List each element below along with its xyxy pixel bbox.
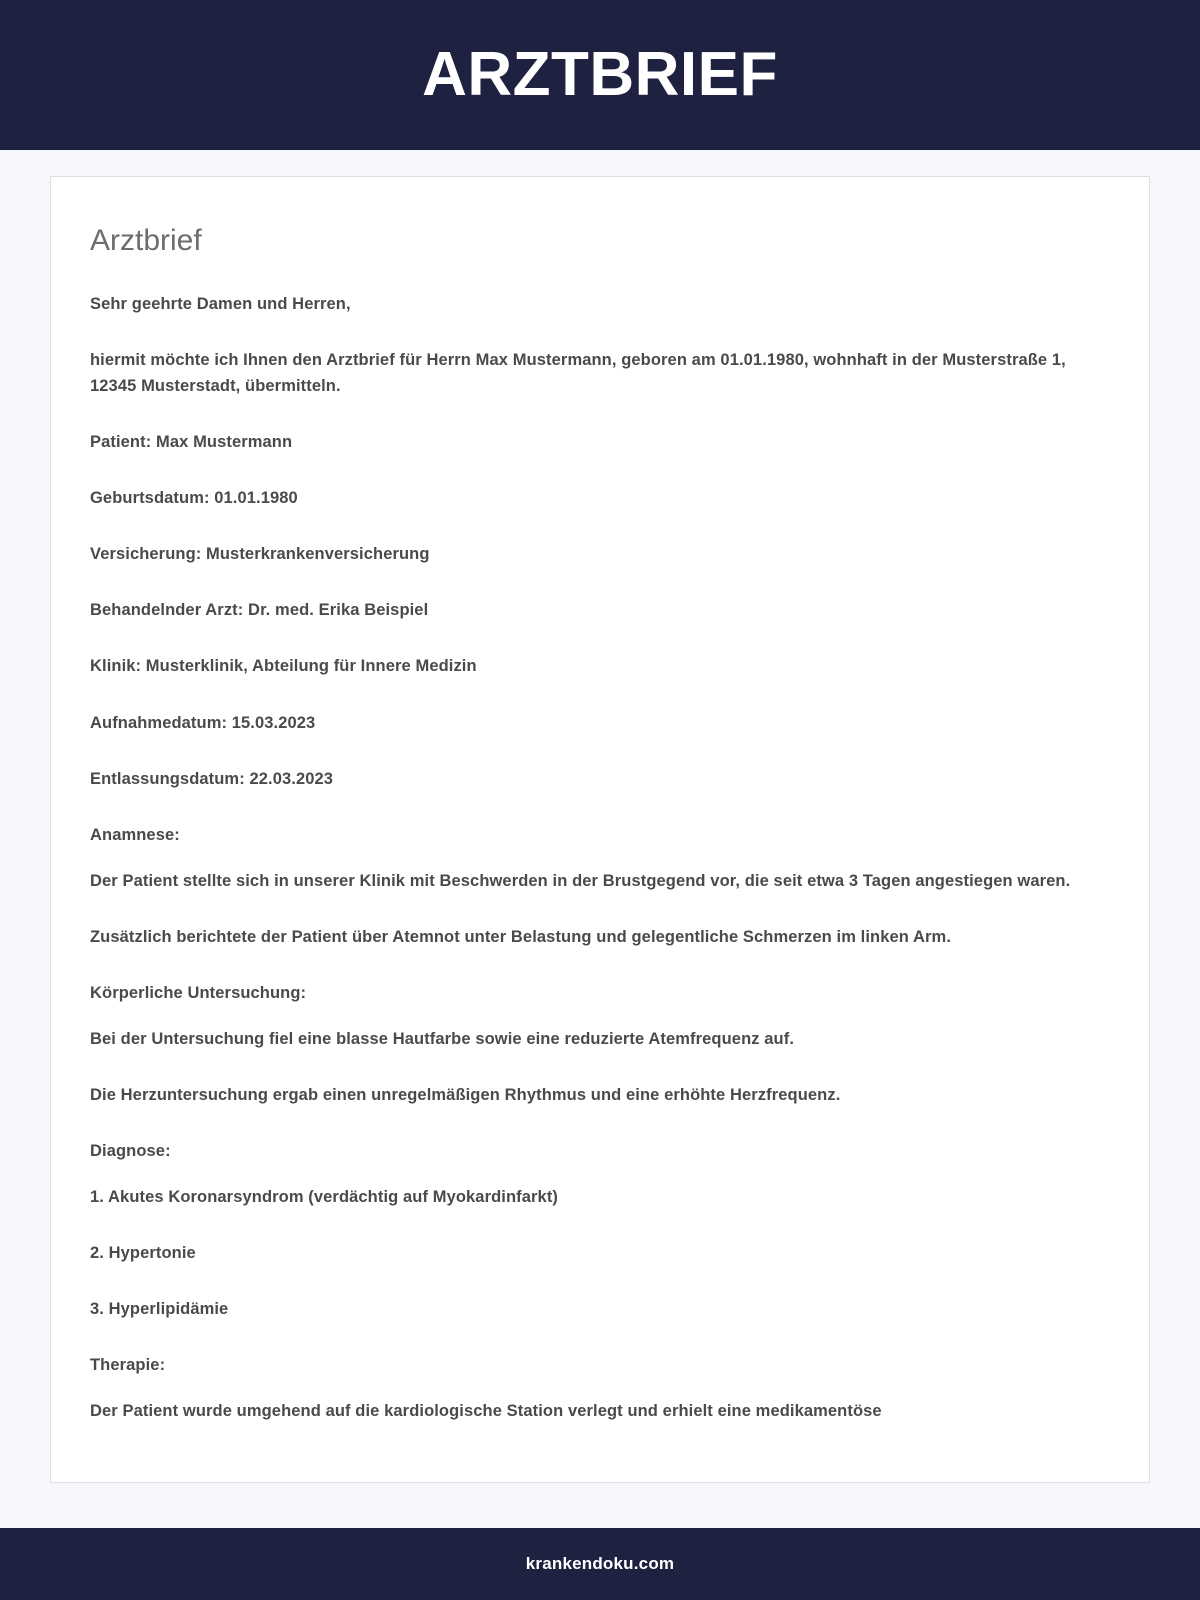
patient-field-patient: Patient: Max Mustermann xyxy=(90,433,293,452)
section-heading-diagnose: Diagnose: xyxy=(90,1142,171,1160)
intro-paragraph: hiermit möchte ich Ihnen den Arztbrief für Herrn Max Mustermann, geboren am 01.01.1980, wohnhaft in der Musterstraße 1, 12345 Musterstadt, übermitteln. xyxy=(90,351,1066,396)
diagnose-item-2: 2. Hypertonie xyxy=(90,1244,196,1263)
page-banner-title: ARZTBRIEF xyxy=(422,40,778,109)
document-title: Arztbrief xyxy=(90,224,202,257)
footer-site-name: krankendoku.com xyxy=(525,1554,675,1573)
site-header xyxy=(0,0,1200,150)
patient-field-klinik: Klinik: Musterklinik, Abteilung für Innere Medizin xyxy=(90,657,477,676)
patient-field-entlassungsdatum: Entlassungsdatum: 22.03.2023 xyxy=(90,769,334,788)
patient-field-behandelnder-arzt: Behandelnder Arzt: Dr. med. Erika Beispiel xyxy=(90,601,429,620)
section-therapie-paragraph-1: Der Patient wurde umgehend auf die kardiologische Station verlegt und erhielt eine medikamentöse xyxy=(90,1402,882,1421)
section-heading-anamnese: Anamnese: xyxy=(90,825,180,844)
section-heading-koerperliche-untersuchung: Körperliche Untersuchung: xyxy=(90,983,307,1002)
salutation-paragraph: Sehr geehrte Damen und Herren, xyxy=(90,295,351,313)
diagnose-item-3: 3. Hyperlipidämie xyxy=(90,1300,229,1319)
patient-field-versicherung: Versicherung: Musterkrankenversicherung xyxy=(90,545,430,564)
section-anamnese-paragraph-2: Zusätzlich berichtete der Patient über Atemnot unter Belastung und gelegentliche Schmerzen im linken Arm. xyxy=(90,927,952,946)
site-footer xyxy=(0,1528,1200,1600)
document-body xyxy=(90,291,1109,1424)
patient-field-aufnahmedatum: Aufnahmedatum: 15.03.2023 xyxy=(90,713,316,732)
document-card xyxy=(50,176,1150,1483)
section-anamnese-paragraph-1: Der Patient stellte sich in unserer Klinik mit Beschwerden in der Brustgegend vor, die seit etwa 3 Tagen angestiegen waren. xyxy=(90,871,1071,890)
page-body xyxy=(0,150,1200,1528)
section-heading-therapie: Therapie: xyxy=(90,1356,166,1375)
patient-field-geburtsdatum: Geburtsdatum: 01.01.1980 xyxy=(90,489,298,508)
diagnose-item-1: 1. Akutes Koronarsyndrom (verdächtig auf Myokardinfarkt) xyxy=(90,1188,559,1207)
section-untersuchung-paragraph-2: Die Herzuntersuchung ergab einen unregelmäßigen Rhythmus und eine erhöhte Herzfrequenz. xyxy=(90,1085,841,1104)
section-untersuchung-paragraph-1: Bei der Untersuchung fiel eine blasse Hautfarbe sowie eine reduzierte Atemfrequenz auf. xyxy=(90,1029,795,1048)
